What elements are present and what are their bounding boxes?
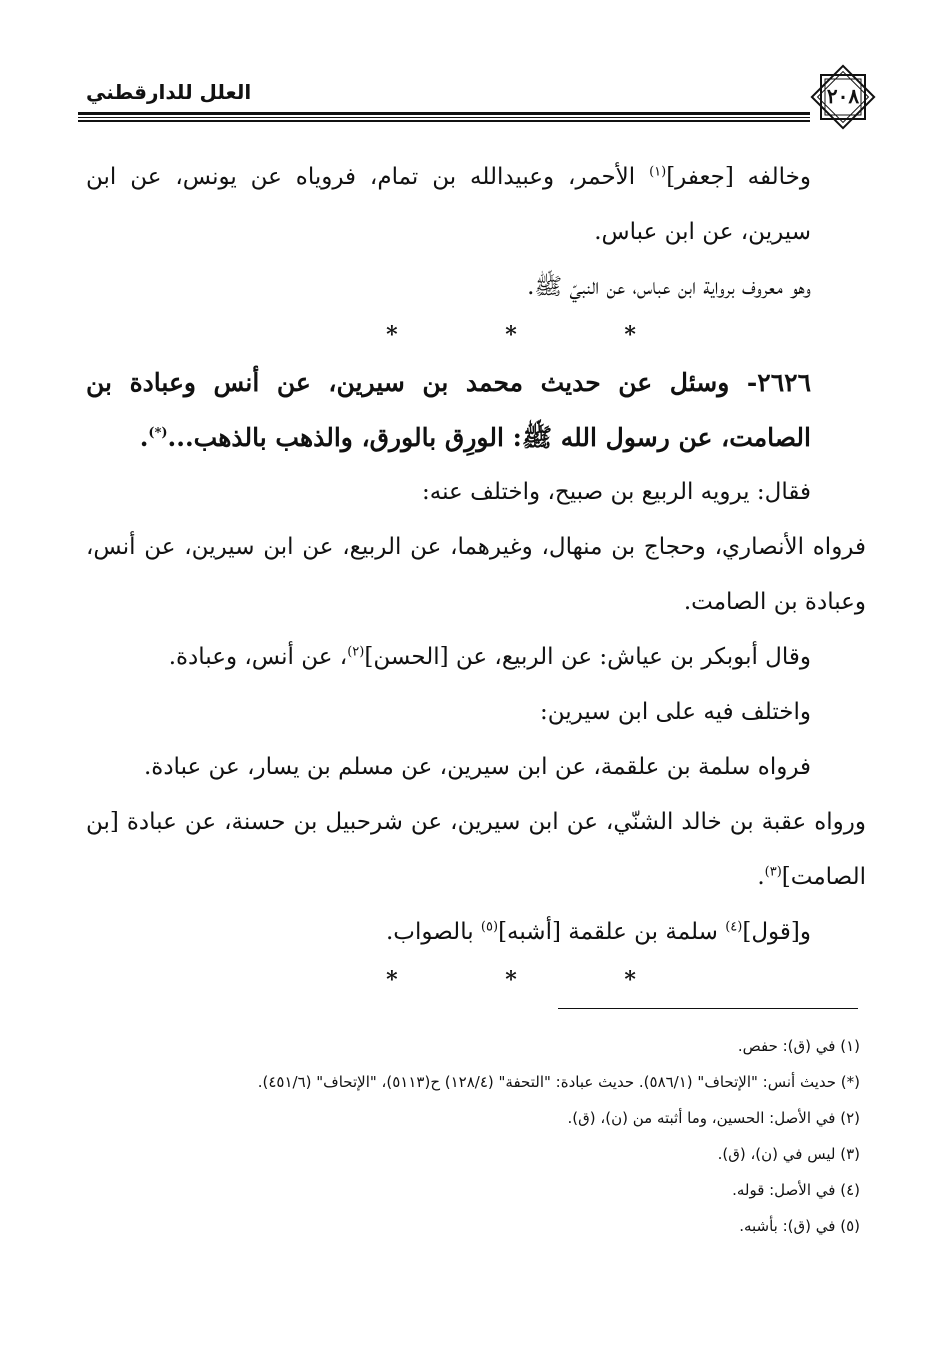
text-span: .: [757, 864, 765, 890]
text-span: و[قول]: [742, 919, 811, 945]
footnote: (٢) في الأصل: الحسين، وما أثبته من (ن)، (ق).: [567, 1109, 860, 1127]
page-number: ٢٠٨: [826, 84, 860, 108]
footnote-ref: (٥): [480, 919, 499, 935]
text-span: ، عن أنس، وعبادة.: [168, 644, 348, 670]
heading-text: ٢٦٢٦- وسئل عن حديث محمد بن سيرين، عن أنس وعبادة بن الصامت، عن رسول الله ﷺ: الورِق بالورق، والذهب بالذهب...: [86, 368, 811, 452]
footnote: (١) في (ق): حفص.: [737, 1037, 860, 1055]
page-number-ornament: [808, 62, 878, 132]
footnote-ref: (٤): [725, 919, 743, 935]
header-rule: [78, 120, 810, 122]
text-span: وقال أبوبكر بن عياش: عن الربيع، عن [الحسن]: [364, 644, 811, 670]
question-heading: [86, 355, 866, 465]
header-rule: [78, 112, 810, 115]
footnote: (*) حديث أنس: "الإتحاف" (٥٨٦/١). حديث عبادة: "التحفة" (١٢٨/٤) ح(٥١١٣)، "الإتحاف" (٤٥١/٦).: [257, 1073, 860, 1091]
text-span: بالصواب.: [386, 919, 481, 945]
footnote-ref: (*): [148, 425, 168, 441]
text-span: سلمة بن علقمة [أشبه]: [498, 919, 726, 945]
text-span: الأحمر، وعبيدالله بن تمام، فروياه عن يونس، عن ابن سيرين، عن ابن عباس.: [86, 164, 811, 245]
footnote-ref: (١): [649, 164, 667, 180]
footnote-ref: (٣): [764, 864, 782, 880]
section-separator: * * *: [386, 967, 686, 993]
footnote: (٣) ليس في (ن)، (ق).: [717, 1145, 860, 1163]
paragraph: [86, 630, 866, 685]
footnote: (٥) في (ق): بأشبه.: [739, 1217, 860, 1235]
paragraph: فقال: يرويه الربيع بن صبيح، واختلف عنه:: [422, 479, 811, 505]
paragraph: وهو معروف برواية ابن عباس، عن النبيّ ﷺ.: [527, 274, 811, 300]
footnote: (٤) في الأصل: قوله.: [732, 1181, 860, 1199]
text-span: .: [139, 423, 149, 452]
paragraph: [86, 150, 866, 260]
text-span: ورواه عقبة بن خالد الشنّي، عن ابن سيرين، عن شرحبيل بن حسنة، عن عبادة [بن الصامت]: [86, 809, 866, 890]
book-title: العلل للدارقطني: [86, 80, 252, 104]
section-separator: * * *: [386, 322, 686, 348]
paragraph: واختلف فيه على ابن سيرين:: [540, 699, 811, 725]
paragraph: فرواه الأنصاري، وحجاج بن منهال، وغيرهما، عن الربيع، عن ابن سيرين، عن أنس، وعبادة بن الصامت.: [86, 534, 866, 615]
page-header: [78, 62, 878, 132]
footnote-separator: [558, 1008, 858, 1009]
text-span: وخالفه [جعفر]: [666, 164, 811, 190]
main-text: [86, 150, 866, 1000]
footnote-ref: (٢): [347, 644, 365, 660]
paragraph: فرواه سلمة بن علقمة، عن ابن سيرين، عن مسلم بن يسار، عن عبادة.: [143, 754, 811, 780]
paragraph: [86, 795, 866, 905]
footnotes: [100, 1028, 860, 1244]
paragraph: [86, 905, 866, 960]
header-rule: [78, 117, 810, 118]
